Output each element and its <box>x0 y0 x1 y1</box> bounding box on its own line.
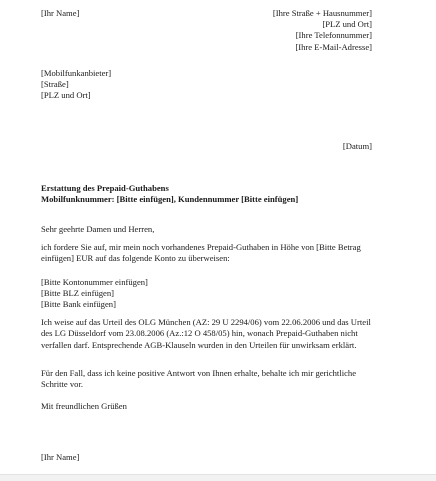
sender-city: [PLZ und Ort] <box>322 19 372 29</box>
recipient-street: [Straße] <box>41 79 69 89</box>
sender-phone: [Ihre Telefonnummer] <box>295 30 372 40</box>
recipient-provider: [Mobilfunkanbieter] <box>41 68 112 78</box>
salutation: Sehr geehrte Damen und Herren, <box>41 224 155 234</box>
bank-name: [Bitte Bank einfügen] <box>41 299 116 309</box>
account-number: [Bitte Kontonummer einfügen] <box>41 277 148 287</box>
subject-line-1: Erstattung des Prepaid-Guthabens <box>41 183 169 193</box>
paragraph-request: ich fordere Sie auf, mir mein noch vorhandenes Prepaid-Guthaben in Höhe von [Bitte Betrag einfügen] EUR auf das folgende Konto zu überweisen: <box>41 242 361 264</box>
recipient-city: [PLZ und Ort] <box>41 90 91 100</box>
paragraph-consequence: Für den Fall, dass ich keine positive Antwort von Ihnen erhalte, behalte ich mir gerichtliche Schritte vor. <box>41 368 357 390</box>
sender-street: [Ihre Straße + Hausnummer] <box>272 8 372 18</box>
letter-date: [Datum] <box>342 141 372 151</box>
bank-code: [Bitte BLZ einfügen] <box>41 288 115 298</box>
subject-line-2: Mobilfunknummer: [Bitte einfügen], Kundennummer [Bitte einfügen] <box>41 194 299 204</box>
signature-name: [Ihr Name] <box>41 452 80 462</box>
sender-email: [Ihre E-Mail-Adresse] <box>295 42 372 52</box>
closing: Mit freundlichen Grüßen <box>41 401 127 411</box>
paragraph-legal: Ich weise auf das Urteil des OLG München (AZ: 29 U 2294/06) vom 22.06.2006 und das Urteil des LG Düsseldorf vom 23.08.2006 (Az.:12 O 458/05) hin, wonach Prepaid-Guthaben nicht verfallen darf. Entsprechende AGB-Klauseln wurden in den Urteilen für unwirksam erklärt. <box>41 317 371 350</box>
sender-name: [Ihr Name] <box>41 8 80 18</box>
